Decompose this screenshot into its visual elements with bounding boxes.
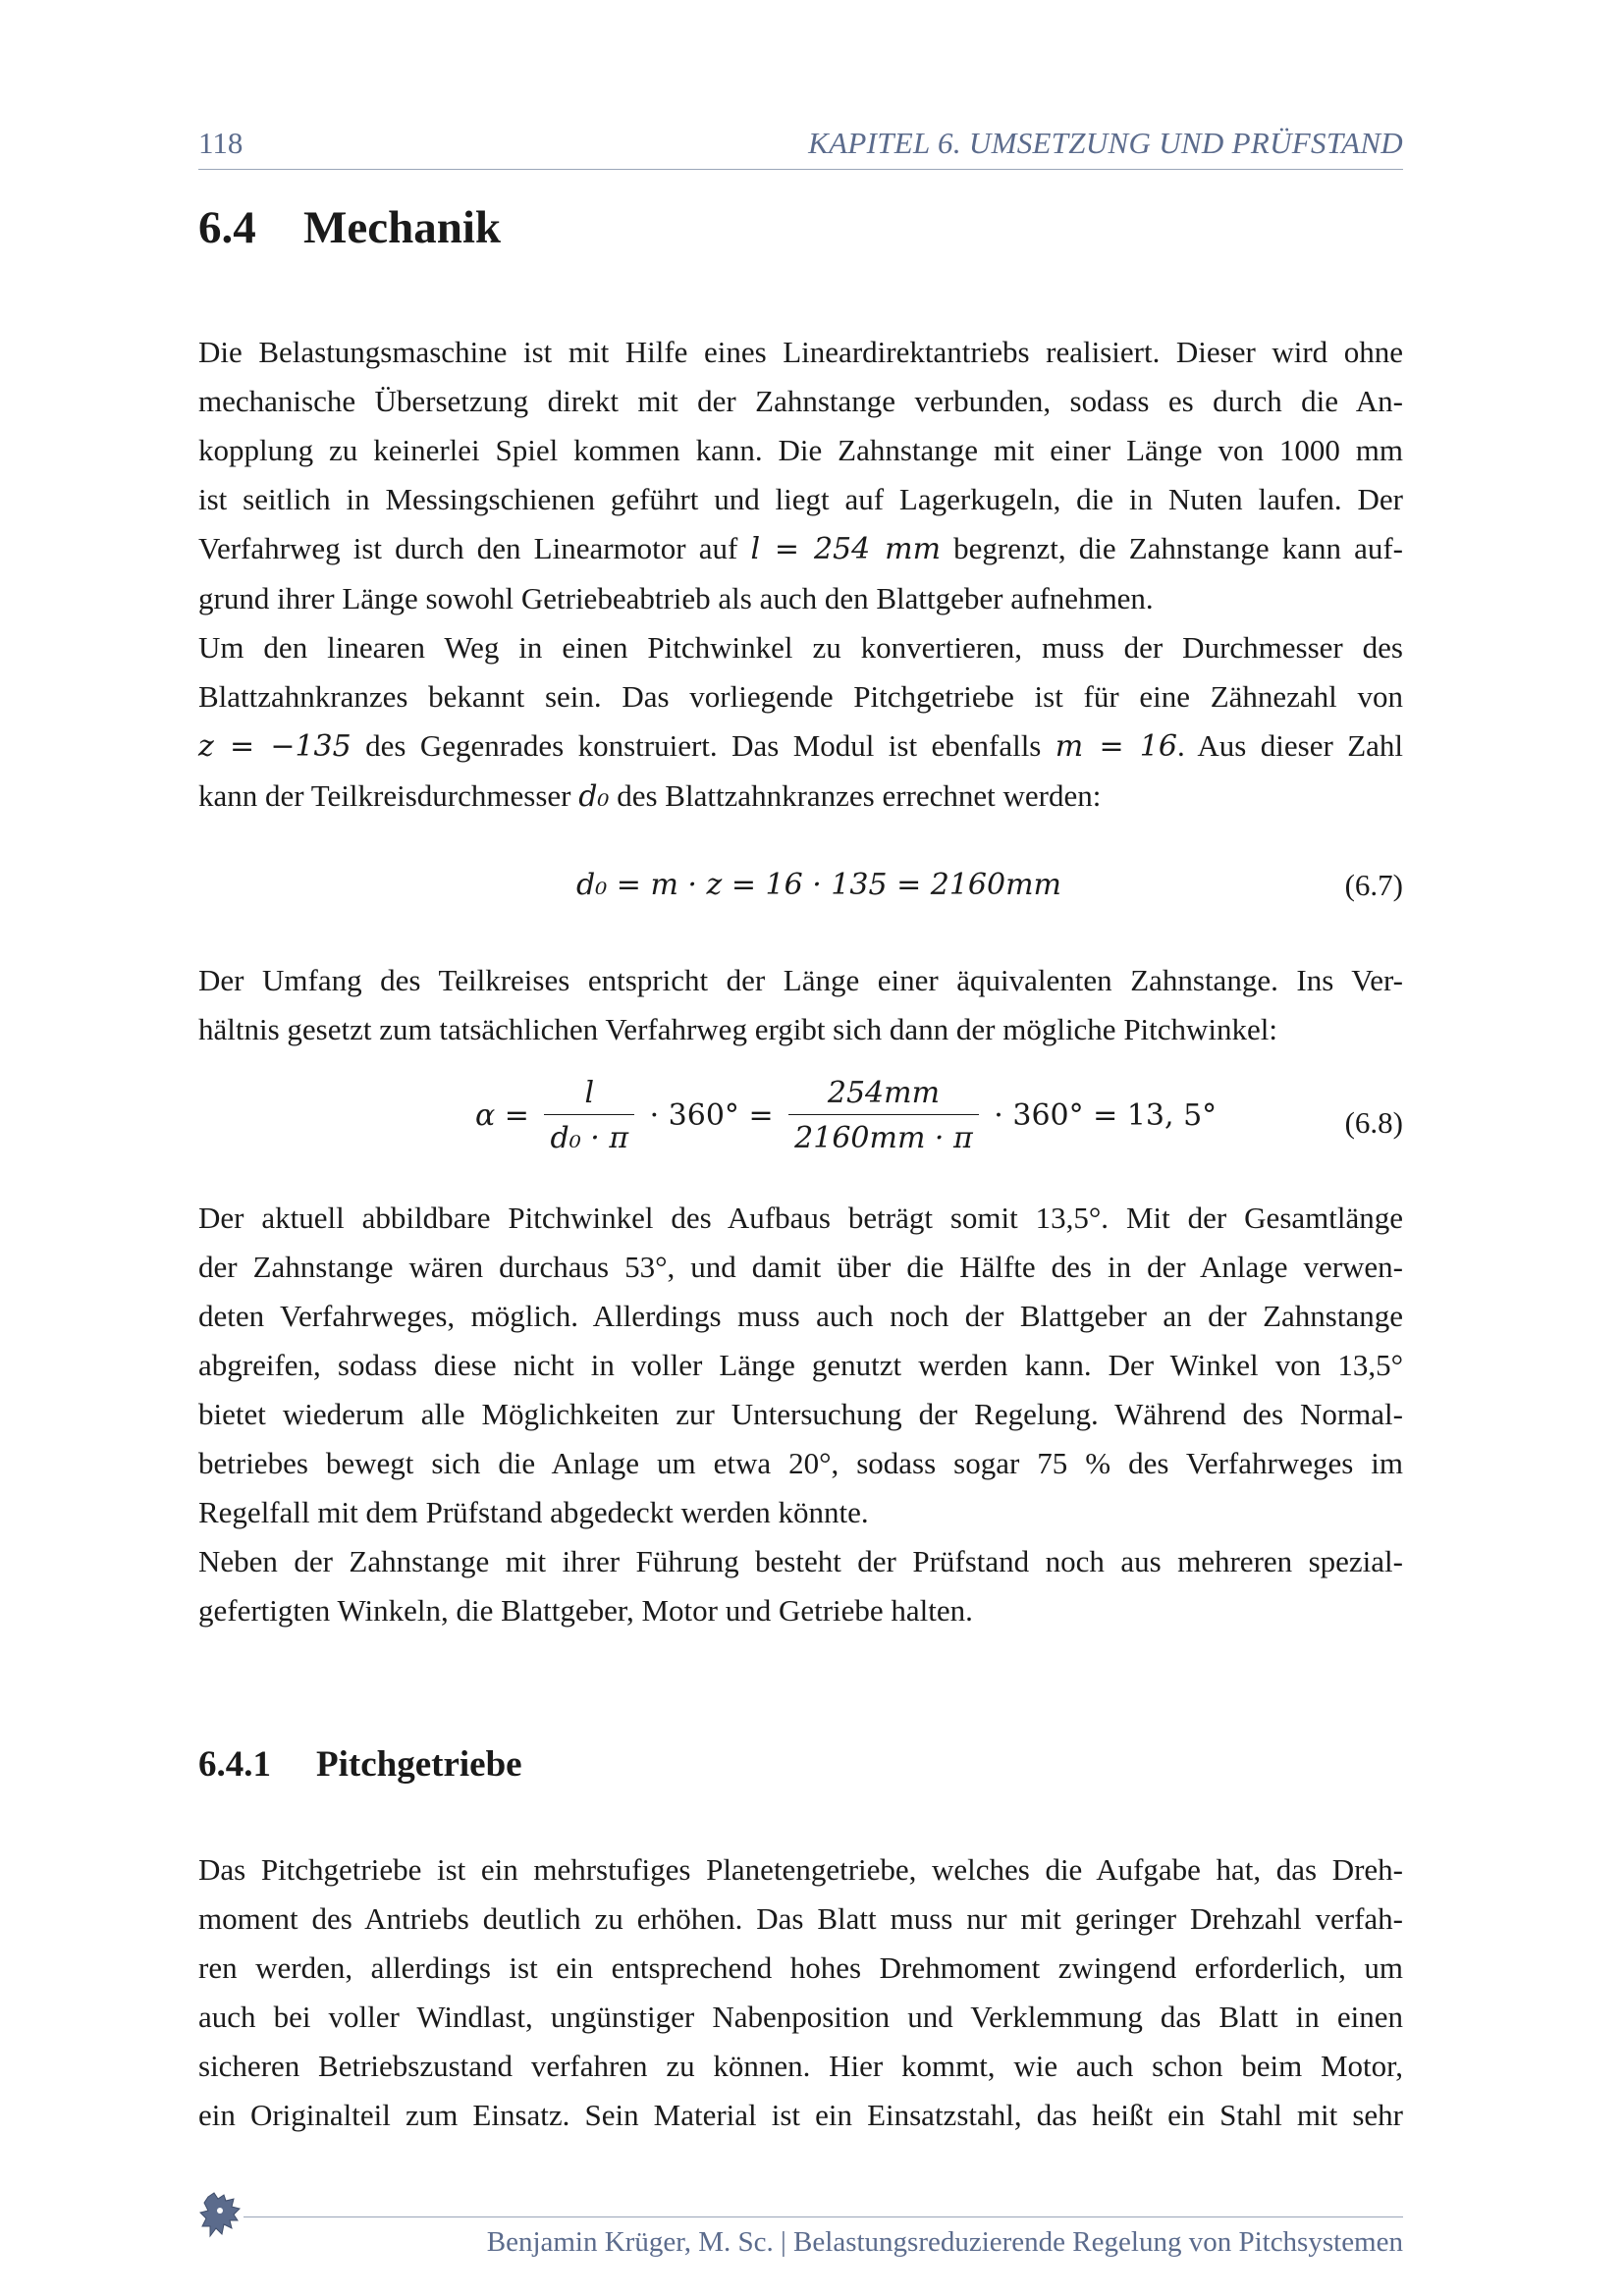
text-line: Neben der Zahnstange mit ihrer Führung besteht der Prüfstand noch aus mehreren spezial- [198,1544,1403,1578]
equation-rhs: · 360° = 13, 5° [994,1098,1218,1133]
text-line: hältnis gesetzt zum tatsächlichen Verfahrweg ergibt sich dann der mögliche Pitchwinkel: [198,1012,1278,1046]
fraction [544,1076,634,1155]
equation-lhs: α = [475,1098,529,1133]
text-line: ein Originalteil zum Einsatz. Sein Material ist ein Einsatzstahl, das heißt ein Stahl mit sehr [198,2098,1403,2132]
text-line: deten Verfahrweges, möglich. Allerdings muss auch noch der Blattgeber an der Zahnstange [198,1299,1403,1333]
text-fragment: kann der Teilkreisdurchmesser [198,778,571,813]
page-number: 118 [198,126,244,160]
text-fragment: begrenzt, die Zahnstange kann auf- [953,531,1404,565]
text-fragment: Verfahrweg ist durch den Linearmotor auf [198,531,738,565]
footer-text: Benjamin Krüger, M. Sc. | Belastungsreduzierende Regelung von Pitchsystemen [486,2226,1403,2258]
text-line: moment des Antriebs deutlich zu erhöhen. Das Blatt muss nur mit geringer Drehzahl verfah- [198,1901,1403,1936]
text-line: bietet wiederum alle Möglichkeiten zur Untersuchung der Regelung. Während des Normal- [198,1397,1403,1431]
text-fragment: . Aus dieser Zahl [1176,728,1403,763]
fraction-numerator: l [544,1076,634,1115]
text-line: auch bei voller Windlast, ungünstiger Nabenposition und Verklemmung das Blatt in einen [198,2000,1403,2034]
text-line: kopplung zu keinerlei Spiel kommen kann. Die Zahnstange mit einer Länge von 1000 mm [198,433,1403,467]
running-header [198,124,1403,170]
section-number: 6.4 [198,202,256,253]
subsection-heading [198,1743,522,1786]
chapter-title: KAPITEL 6. UMSETZUNG UND PRÜFSTAND [808,126,1403,160]
equation-expression: d₀ = m · z = 16 · 135 = 2160mm [576,868,1062,902]
text-line: der Zahnstange wären durchaus 53°, und damit über die Hälfte des in der Anlage verwen- [198,1250,1403,1284]
subsection-number: 6.4.1 [198,1744,271,1785]
text-line: gefertigten Winkeln, die Blattgeber, Motor und Getriebe halten. [198,1593,973,1628]
text-line: betriebes bewegt sich die Anlage um etwa 20°, sodass sogar 75 % des Verfahrweges im [198,1446,1403,1480]
text-line [198,772,1403,822]
text-line: Der Umfang des Teilkreises entspricht der Länge einer äquivalenten Zahnstange. Ins Ver- [198,963,1403,997]
text-line [198,721,1403,772]
section-heading [198,201,501,254]
fraction [788,1076,979,1155]
equation-6-8 [198,1076,1403,1174]
paragraph-pitchwinkel [198,1194,1403,1635]
equation-number: (6.8) [1344,1105,1403,1140]
text-line: ren werden, allerdings ist ein entsprechend hohes Drehmoment zwingend erforderlich, um [198,1950,1403,1985]
text-line: mechanische Übersetzung direkt mit der Zahnstange verbunden, sodass es durch die An- [198,384,1403,418]
paragraph-umfang [198,956,1403,1054]
text-line: grund ihrer Länge sowohl Getriebeabtrieb als auch den Blattgeber aufnehmen. [198,581,1154,615]
heraldic-lion-icon [198,2191,244,2242]
text-line [198,524,1403,574]
text-line: Der aktuell abbildbare Pitchwinkel des Aufbaus beträgt somit 13,5°. Mit der Gesamtlänge [198,1201,1403,1235]
fraction-numerator: 254mm [788,1076,979,1115]
math-inline: m = 16 [1055,729,1177,764]
text-fragment: des Gegenrades konstruiert. Das Modul ist ebenfalls [365,728,1042,763]
text-line: Das Pitchgetriebe ist ein mehrstufiges Planetengetriebe, welches die Aufgabe hat, das Dreh- [198,1852,1403,1887]
subsection-title: Pitchgetriebe [316,1744,522,1785]
text-fragment: des Blattzahnkranzes errechnet werden: [617,778,1102,813]
math-inline: d₀ [578,779,610,814]
text-line: sicheren Betriebszustand verfahren zu können. Hier kommt, wie auch schon beim Motor, [198,2049,1403,2083]
text-line: Blattzahnkranzes bekannt sein. Das vorliegende Pitchgetriebe ist für eine Zähnezahl von [198,679,1403,714]
equation-middle: · 360° = [649,1098,774,1133]
equation-expression [475,1076,1217,1155]
equation-number: (6.7) [1344,868,1403,902]
text-line: Regelfall mit dem Prüfstand abgedeckt werden könnte. [198,1495,869,1529]
paragraph-intro [198,328,1403,822]
fraction-denominator: d₀ · π [550,1121,629,1155]
math-inline: l = 254 mm [750,532,942,566]
text-line: Die Belastungsmaschine ist mit Hilfe eines Lineardirektantriebs realisiert. Dieser wird ohne [198,335,1403,369]
section-title: Mechanik [303,202,502,253]
math-inline: z = −135 [198,729,352,764]
equation-6-7 [198,868,1403,907]
text-line: ist seitlich in Messingschienen geführt und liegt auf Lagerkugeln, die in Nuten laufen. Der [198,482,1403,516]
text-line: Um den linearen Weg in einen Pitchwinkel zu konvertieren, muss der Durchmesser des [198,630,1403,665]
paragraph-pitchgetriebe [198,1845,1403,2140]
text-line: abgreifen, sodass diese nicht in voller Länge genutzt werden kann. Der Winkel von 13,5° [198,1348,1403,1382]
fraction-denominator: 2160mm · π [794,1121,973,1155]
footer-rule [244,2216,1403,2217]
